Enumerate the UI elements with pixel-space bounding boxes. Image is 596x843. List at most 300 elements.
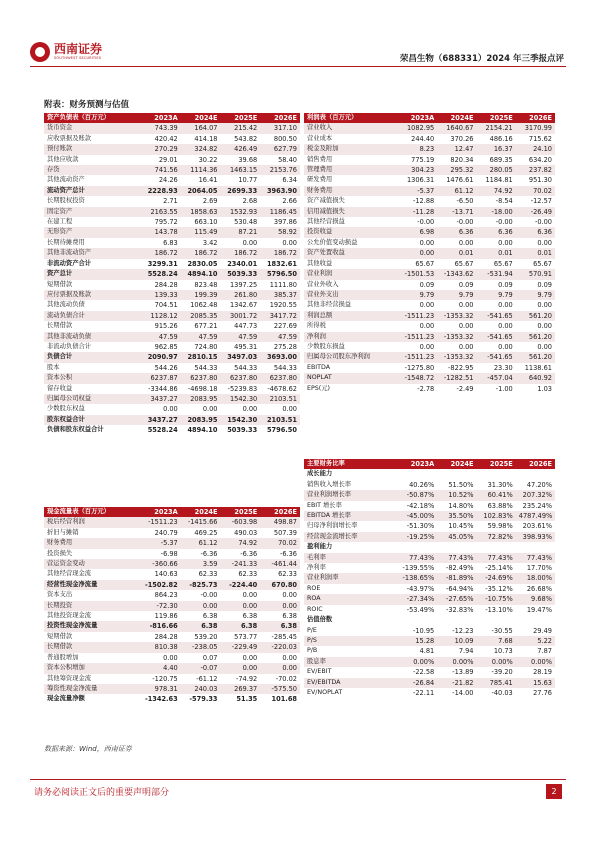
row-value: 6.38 <box>202 612 218 621</box>
row-label: 普通股增加 <box>47 653 79 661</box>
row-value: 3.59 <box>181 559 221 569</box>
row-value: 2153.76 <box>260 165 300 175</box>
row-value: 0.00 <box>419 342 435 351</box>
row-value: 275.28 <box>273 342 297 351</box>
table-title: 主要财务比率 <box>304 459 398 469</box>
row-value: 31.30% <box>487 480 513 489</box>
row-value: 704.51 <box>154 301 178 310</box>
balance-sheet-table <box>44 113 300 436</box>
row-value: 0.00 <box>242 653 258 662</box>
row-value: -42.18% <box>406 501 435 510</box>
row-label: 其他非流动负债 <box>44 332 141 342</box>
row-label: 股息率 <box>304 657 398 667</box>
row-value: 51.50% <box>448 480 474 489</box>
row-value: 186.72 <box>221 248 261 258</box>
row-value: 2083.95 <box>181 415 221 425</box>
row-value: 1306.31 <box>406 176 435 185</box>
table-row <box>304 688 555 698</box>
row-value: 40.26% <box>409 480 435 489</box>
row-value: 5796.50 <box>266 426 297 435</box>
row-value: 0.00 <box>221 663 261 673</box>
row-label: 资产减值损失 <box>307 197 345 205</box>
row-value <box>516 542 555 552</box>
row-value: 5528.24 <box>147 426 178 435</box>
row-value: -22.11 <box>412 688 435 697</box>
row-value: 6.38 <box>282 612 297 621</box>
table-row <box>44 123 300 133</box>
row-value: 634.20 <box>528 155 552 164</box>
table-title: 资产负债表（百万元） <box>44 113 141 123</box>
table-row <box>304 207 555 217</box>
row-value: -816.66 <box>141 621 181 631</box>
row-value: 0.00 <box>282 653 297 662</box>
report-title: 荣昌生物（688331）2024 年三季报点评 <box>399 54 564 64</box>
row-value: 2064.05 <box>181 186 221 196</box>
row-label: 税金及附加 <box>304 144 398 154</box>
row-value: 498.87 <box>260 517 300 527</box>
row-label: 折旧与摊销 <box>47 528 79 536</box>
row-value: 0.00% <box>477 657 516 667</box>
row-label: P/E <box>307 626 317 634</box>
row-value: 915.26 <box>154 322 178 331</box>
row-label: EV/EBITDA <box>304 678 398 688</box>
row-value: 1184.81 <box>485 176 513 185</box>
row-value: 2.66 <box>282 197 297 206</box>
row-value: 59.98% <box>487 522 513 531</box>
row-value: 6237.80 <box>260 373 300 383</box>
row-value: 689.35 <box>489 155 513 164</box>
table-row <box>44 394 300 404</box>
row-value: -0.00 <box>456 218 474 227</box>
row-value: 45.05% <box>437 532 476 542</box>
row-value: 573.77 <box>234 632 258 641</box>
row-value: -26.84 <box>398 678 437 688</box>
row-value: 414.18 <box>194 134 218 143</box>
row-value: 627.79 <box>260 144 300 154</box>
table-row <box>44 342 300 352</box>
table-row <box>304 134 555 144</box>
row-value: 87.21 <box>221 227 261 237</box>
row-value: -13.89 <box>452 668 474 677</box>
row-value: -6.36 <box>200 549 218 558</box>
table-row <box>44 352 300 362</box>
row-value: -35.12% <box>485 584 513 593</box>
row-value: -541.65 <box>477 311 516 321</box>
row-value: 0.00 <box>282 405 297 414</box>
row-value: 65.67 <box>415 259 435 268</box>
row-value: -1511.23 <box>398 332 437 342</box>
table-row <box>304 563 555 573</box>
row-value: 5039.33 <box>221 269 261 279</box>
row-value: -13.10% <box>485 605 513 614</box>
table-row <box>304 521 555 531</box>
row-value: 2.69 <box>202 197 218 206</box>
table-row <box>304 594 555 604</box>
year-header: 2023A <box>398 113 437 123</box>
table-row <box>304 384 555 394</box>
row-label: 现金流量净额 <box>47 695 85 703</box>
row-label: P/S <box>304 636 398 646</box>
row-value: 0.00 <box>419 322 435 331</box>
row-value: 507.39 <box>273 528 297 537</box>
row-label: 资本公积 <box>44 373 141 383</box>
table-row <box>44 144 300 154</box>
row-value: 6.83 <box>163 238 178 247</box>
row-value: -51.30% <box>406 522 435 531</box>
row-label: 归属母公司权益 <box>44 394 141 404</box>
row-value: 0.00 <box>282 591 297 600</box>
row-value: 139.33 <box>141 290 181 300</box>
row-value: 1476.61 <box>446 176 474 185</box>
row-label: 净利率 <box>307 564 326 572</box>
row-value: 227.69 <box>273 322 297 331</box>
row-value: 62.33 <box>238 570 258 579</box>
row-value: -18.00 <box>477 207 516 217</box>
row-value: 398.93% <box>516 532 555 542</box>
row-label: 财务费用 <box>304 186 398 196</box>
row-value: -5.37 <box>141 538 181 548</box>
row-value: 6.38 <box>181 621 221 631</box>
table-row <box>44 363 300 373</box>
row-value: 26.68% <box>526 584 552 593</box>
row-value: 800.50 <box>273 134 297 143</box>
row-value: 62.33 <box>278 570 297 579</box>
row-label: 其他经营现金流 <box>47 570 92 578</box>
row-label: 存货 <box>44 165 141 175</box>
row-value: 0.00 <box>458 238 474 247</box>
row-value: 447.73 <box>234 322 258 331</box>
row-value: -575.50 <box>260 684 300 694</box>
table-row <box>44 300 300 310</box>
row-value: -22.58 <box>412 668 435 677</box>
row-value: 640.92 <box>516 373 555 383</box>
table-row <box>304 542 555 552</box>
row-value: 6237.87 <box>141 373 181 383</box>
row-value: 1920.55 <box>269 301 297 310</box>
row-value: 77.43% <box>477 553 516 563</box>
row-value: 544.33 <box>234 363 258 372</box>
table-row <box>44 517 300 527</box>
row-value: -19.25% <box>398 532 437 542</box>
footer-disclaimer: 请务必阅读正文后的重要声明部分 <box>34 788 170 798</box>
row-value: 0.00 <box>498 342 513 351</box>
year-header: 2025E <box>221 507 261 517</box>
row-label: 投资损失 <box>47 549 73 557</box>
row-value: 530.48 <box>234 218 258 227</box>
row-label: 资产总计 <box>44 269 141 279</box>
row-value: 0.01 <box>516 248 555 258</box>
row-label: 归母净利润增长率 <box>307 522 358 530</box>
row-value: 3001.72 <box>221 311 261 321</box>
table-title: 现金流量表（百万元） <box>44 507 141 517</box>
row-label: 营运资金变动 <box>44 559 141 569</box>
row-label: 其他投资现金流 <box>47 612 92 620</box>
row-value: -224.40 <box>221 580 261 590</box>
table-row <box>44 569 300 579</box>
row-value: -21.82 <box>437 678 476 688</box>
table-row <box>304 227 555 237</box>
row-label: 股本 <box>47 363 60 371</box>
table-row <box>304 280 555 290</box>
row-value: 543.82 <box>234 134 258 143</box>
row-value: 62.33 <box>198 570 218 579</box>
row-value: -1501.53 <box>398 269 437 279</box>
row-value: 2090.97 <box>141 352 181 362</box>
row-label: 公允价值变动损益 <box>307 238 358 246</box>
table-row <box>44 425 300 435</box>
row-value: -13.71 <box>437 207 476 217</box>
row-label: 流动资产总计 <box>44 186 141 196</box>
row-value: 1062.48 <box>190 301 218 310</box>
row-value: 469.25 <box>194 528 218 537</box>
row-label: 资本公积增加 <box>44 663 141 673</box>
row-value: 186.72 <box>260 248 300 258</box>
row-value: 5796.50 <box>260 269 300 279</box>
row-value: 1542.30 <box>221 394 261 404</box>
table-row <box>304 165 555 175</box>
row-value: 24.10 <box>516 144 555 154</box>
row-value: 0.00 <box>458 301 474 310</box>
table-header-row <box>304 459 555 469</box>
row-value: 65.67 <box>493 259 513 268</box>
row-value: 795.72 <box>154 218 178 227</box>
row-value: 119.86 <box>154 612 178 621</box>
row-value: 61.12 <box>437 186 476 196</box>
row-value: 7.68 <box>477 636 516 646</box>
row-value: 269.37 <box>221 684 261 694</box>
row-label: 货币资金 <box>44 123 141 133</box>
table-row <box>44 632 300 642</box>
row-value: 2810.15 <box>181 352 221 362</box>
row-value <box>516 469 555 479</box>
row-value: 2163.55 <box>141 207 181 217</box>
row-label: 经营性现金净流量 <box>44 580 141 590</box>
row-value: -4698.18 <box>187 384 218 393</box>
row-value: 1186.45 <box>260 207 300 217</box>
year-header: 2025E <box>477 459 516 469</box>
row-value: -0.00 <box>534 218 552 227</box>
row-value: 6.36 <box>437 227 476 237</box>
row-value: 2103.51 <box>260 394 300 404</box>
row-label: 利润总额 <box>304 311 398 321</box>
row-value: 284.28 <box>154 280 178 289</box>
row-label: 留存收益 <box>47 384 73 392</box>
row-value: 2830.05 <box>187 259 218 268</box>
row-value: -1.00 <box>495 384 513 393</box>
row-value: -5.37 <box>398 186 437 196</box>
row-value: -1353.32 <box>437 352 476 362</box>
row-label: 信用减值损失 <box>304 207 398 217</box>
row-value: -138.65% <box>398 573 437 583</box>
table-row <box>44 175 300 185</box>
row-value: 16.37 <box>477 144 516 154</box>
row-value: -39.20 <box>491 668 513 677</box>
row-value: -25.14% <box>485 564 513 573</box>
table-row <box>304 196 555 206</box>
row-value: 486.16 <box>489 134 513 143</box>
row-value: 741.56 <box>141 165 181 175</box>
row-value: 544.33 <box>273 363 297 372</box>
row-label: ROIC <box>307 605 323 613</box>
row-label: 长期投资 <box>44 601 141 611</box>
row-value: 0.00 <box>181 601 221 611</box>
row-label: 成长能力 <box>304 469 398 479</box>
row-value: 10.09 <box>437 636 476 646</box>
row-label: 其他流动资产 <box>47 176 85 184</box>
row-value: -285.45 <box>271 632 297 641</box>
row-value: -32.83% <box>445 605 474 614</box>
row-value: -30.55 <box>491 626 513 635</box>
row-label: 营业外收入 <box>307 280 339 288</box>
row-value: 3693.00 <box>260 352 300 362</box>
row-value: -82.49% <box>445 564 474 573</box>
table-row <box>44 269 300 279</box>
row-value: -1353.32 <box>437 332 476 342</box>
table-row <box>304 678 555 688</box>
row-value: 2103.51 <box>260 415 300 425</box>
table-row <box>304 532 555 542</box>
row-value <box>437 469 476 479</box>
row-label: 少数股东损益 <box>307 342 345 350</box>
row-label: 估值倍数 <box>304 615 398 625</box>
row-value: 77.43% <box>398 553 437 563</box>
row-value: 0.00% <box>437 657 476 667</box>
row-value: 47.20% <box>526 480 552 489</box>
row-value: 6.38 <box>221 621 261 631</box>
row-value: -120.75 <box>152 674 178 683</box>
row-value: 27.76 <box>533 688 552 697</box>
table-row <box>44 694 300 704</box>
row-value: -0.07 <box>181 663 221 673</box>
table-row <box>304 342 555 352</box>
row-label: 资本支出 <box>47 591 73 599</box>
row-value: 0.00 <box>398 248 437 258</box>
row-value: -61.12 <box>196 674 218 683</box>
row-value: 962.85 <box>154 342 178 351</box>
row-label: 净利润 <box>304 332 398 342</box>
table-header-row <box>44 507 300 517</box>
row-value: -1342.63 <box>144 695 178 704</box>
row-value: 74.92 <box>221 538 261 548</box>
row-value <box>437 615 476 625</box>
table-row <box>44 134 300 144</box>
row-label: 营业收入 <box>304 123 398 133</box>
row-label: EBIT 增长率 <box>307 501 342 509</box>
table-row <box>44 642 300 652</box>
row-value: 544.33 <box>194 363 218 372</box>
row-value: -6.36 <box>240 549 258 558</box>
row-value: 397.86 <box>273 218 297 227</box>
row-value: 3170.99 <box>516 123 555 133</box>
table-row <box>44 415 300 425</box>
row-label: EV/EBIT <box>307 668 332 676</box>
row-value: 280.05 <box>477 165 516 175</box>
row-value: 0.09 <box>537 280 552 289</box>
row-value <box>398 469 437 479</box>
row-value: -64.94% <box>445 584 474 593</box>
row-value: 0.00 <box>537 342 552 351</box>
row-label: EV/NOPLAT <box>307 688 343 696</box>
table-row <box>44 559 300 569</box>
table-row <box>304 238 555 248</box>
row-value: -579.33 <box>189 695 218 704</box>
row-value: 978.31 <box>141 684 181 694</box>
year-header: 2026E <box>516 459 555 469</box>
table-row <box>44 611 300 621</box>
table-row <box>304 373 555 383</box>
row-value: -1511.23 <box>141 517 181 527</box>
row-value: 39.68 <box>238 155 258 164</box>
row-value: 5039.33 <box>227 426 258 435</box>
row-label: 其他非经营损益 <box>307 301 352 309</box>
row-value: 1542.30 <box>221 415 261 425</box>
row-value: 261.80 <box>221 290 261 300</box>
row-value: 65.67 <box>533 259 552 268</box>
row-value: 3437.27 <box>141 394 181 404</box>
row-value: 324.82 <box>181 144 221 154</box>
row-label: ROA <box>304 594 398 604</box>
table-row <box>304 605 555 615</box>
table-title: 利润表（百万元） <box>304 113 398 123</box>
table-row <box>44 549 300 559</box>
footer-divider <box>30 779 566 780</box>
row-value: 29.49 <box>533 626 552 635</box>
row-label: 其他流动负债 <box>47 301 85 309</box>
row-value: 0.09 <box>498 280 513 289</box>
row-value: 0.00 <box>282 238 297 247</box>
row-value: 102.83% <box>477 511 516 521</box>
row-label: EBITDA <box>307 363 331 371</box>
row-label: 短期借款 <box>47 632 73 640</box>
table-row <box>44 384 300 394</box>
row-value: 70.02 <box>260 538 300 548</box>
row-value: 0.00 <box>163 405 178 414</box>
table-row <box>44 290 300 300</box>
row-value: -1502.82 <box>141 580 181 590</box>
row-value: -0.00 <box>200 591 218 600</box>
table-row <box>44 248 300 258</box>
row-label: NOPLAT <box>304 373 398 383</box>
row-value: 7.94 <box>458 647 474 656</box>
row-value: -27.65% <box>437 594 476 604</box>
row-label: 预付账款 <box>44 144 141 154</box>
row-value: 29.01 <box>158 155 178 164</box>
row-value: -1548.72 <box>398 373 437 383</box>
row-label: 营业成本 <box>307 134 333 142</box>
table-row <box>304 217 555 227</box>
table-row <box>304 490 555 500</box>
row-value: 385.37 <box>260 290 300 300</box>
row-value: 1111.80 <box>269 280 297 289</box>
table-header-row <box>304 113 555 123</box>
table-row <box>44 321 300 331</box>
row-value <box>398 615 437 625</box>
table-row <box>304 615 555 625</box>
row-value: 5.22 <box>516 636 555 646</box>
table-row <box>304 155 555 165</box>
row-label: 毛利率 <box>304 553 398 563</box>
row-value: -14.00 <box>452 688 474 697</box>
table-row <box>304 332 555 342</box>
row-value: -531.94 <box>477 269 516 279</box>
page-number: 2 <box>546 784 562 799</box>
row-value: 77.43% <box>437 553 476 563</box>
row-value: 143.78 <box>141 227 181 237</box>
row-value: -12.23 <box>452 626 474 635</box>
financial-ratios-table <box>304 459 555 698</box>
row-value: 9.79 <box>398 290 437 300</box>
row-value: -81.89% <box>437 573 476 583</box>
